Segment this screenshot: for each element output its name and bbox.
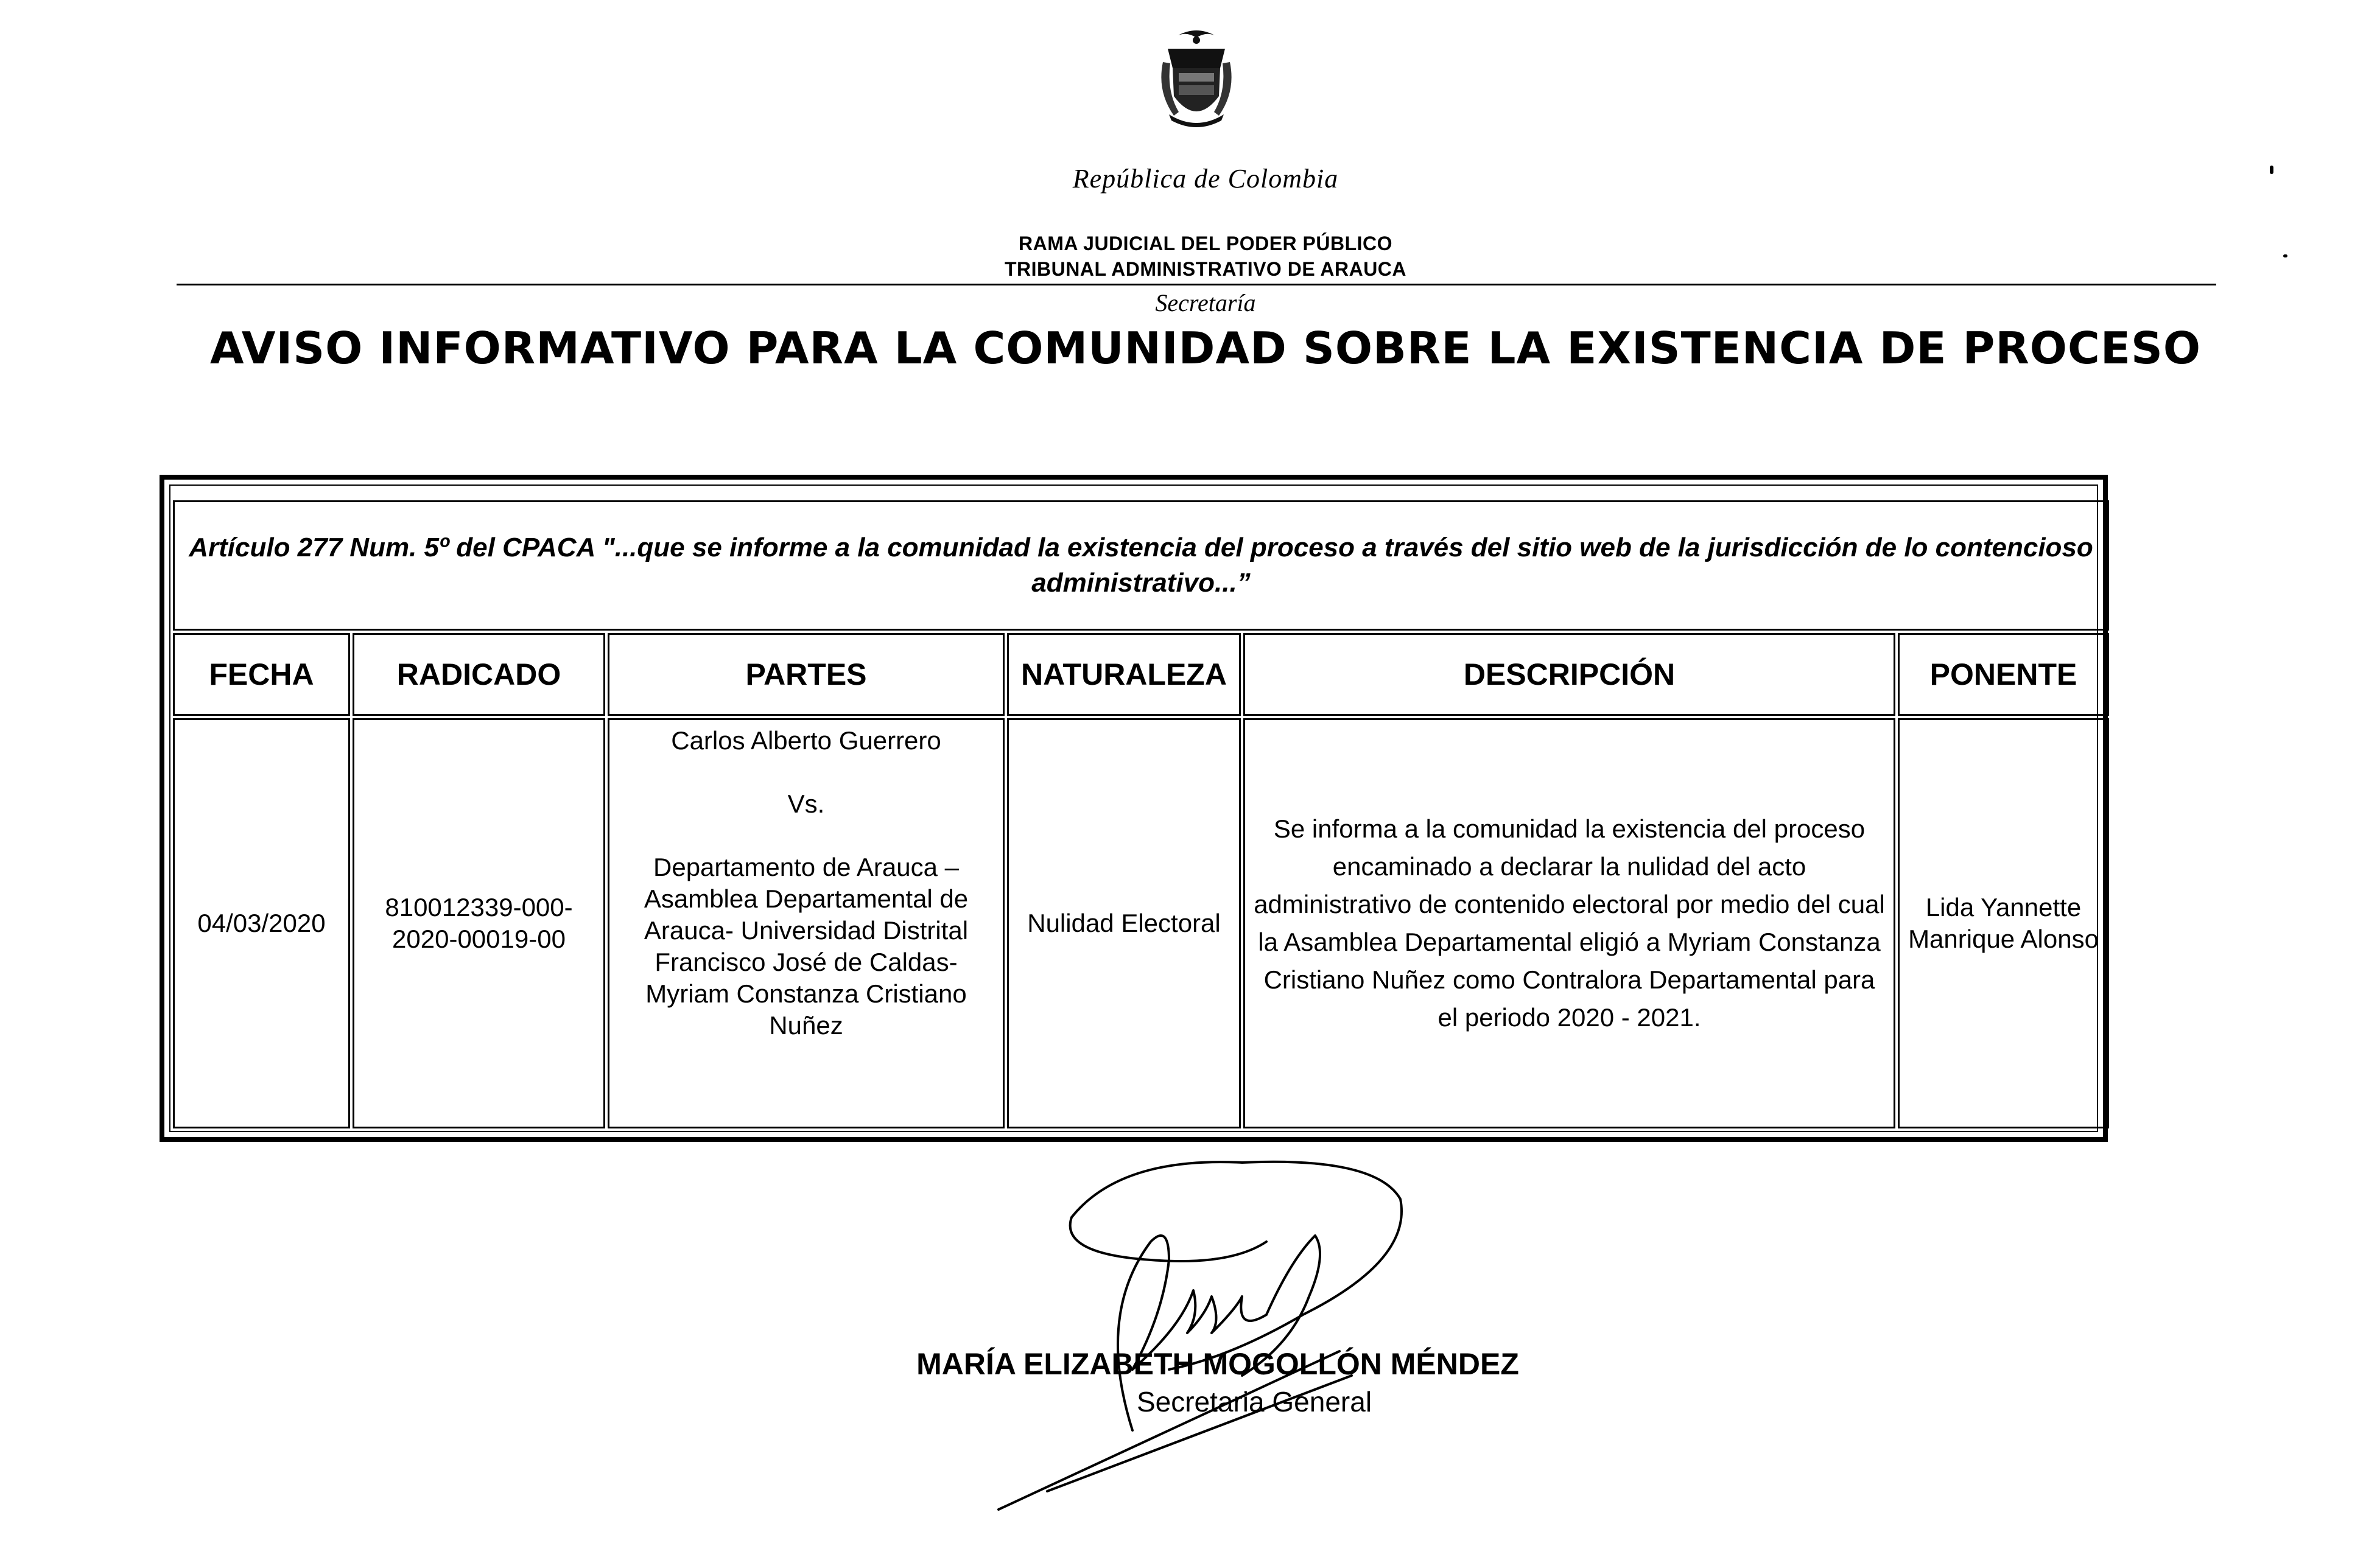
signer-role: Secretaria General — [1136, 1386, 1372, 1418]
notice-table-inner-border — [169, 484, 2098, 1132]
scan-speck — [2283, 254, 2287, 257]
radicado-cell: 810012339-000-2020-00019-00 — [353, 718, 605, 1128]
tribunal-heading: TRIBUNAL ADMINISTRATIVO DE ARAUCA — [1004, 258, 1407, 280]
scan-speck — [2270, 166, 2273, 174]
column-header-fecha: FECHA — [173, 633, 350, 716]
legal-quote: Artículo 277 Num. 5º del CPACA "...que se informe a la comunidad la existencia del proceso a través del sitio web de la jurisdicción de lo contencioso administrativo...” — [173, 500, 2109, 631]
column-header-partes: PARTES — [608, 633, 1005, 716]
legal-quote-row — [173, 500, 2109, 631]
secretaria-subheading: Secretaría — [1155, 289, 1256, 317]
notice-table-frame — [160, 475, 2108, 1142]
notice-table — [170, 498, 2111, 1131]
column-header-ponente: PONENTE — [1898, 633, 2109, 716]
partes-demandante: Carlos Alberto Guerrero — [671, 726, 941, 755]
handwritten-signature-icon — [950, 1114, 1437, 1528]
ponente-cell: Lida Yannette Manrique Alonso — [1898, 718, 2109, 1128]
descripcion-cell: Se informa a la comunidad la existencia del proceso encaminado a declarar la nulidad del acto administrativo de contenido electoral por medio del cual la Asamblea Departamental eligió a Myriam Constanza Cristiano Nuñez como Contralora Departamental para el periodo 2020 - 2021. — [1243, 718, 1895, 1128]
republica-de-colombia-heading: República de Colombia — [1072, 164, 1339, 194]
column-header-naturaleza: NATURALEZA — [1007, 633, 1241, 716]
document-title: AVISO INFORMATIVO PARA LA COMUNIDAD SOBRE LA EXISTENCIA DE PROCESO — [209, 323, 2202, 374]
column-header-row — [173, 633, 2109, 716]
column-header-radicado: RADICADO — [353, 633, 605, 716]
signer-name: MARÍA ELIZABETH MOGOLLÓN MÉNDEZ — [916, 1347, 1519, 1381]
table-row — [173, 718, 2109, 1128]
colombia-coat-of-arms-icon — [1151, 24, 1242, 131]
column-header-descripcion: DESCRIPCIÓN — [1243, 633, 1895, 716]
header-divider — [177, 284, 2216, 285]
partes-vs: Vs. — [787, 789, 825, 818]
partes-demandados: Departamento de Arauca – Asamblea Departamental de Arauca- Universidad Distrital Francisco José de Caldas- Myriam Constanza Cristiano Nuñez — [644, 853, 969, 1040]
fecha-cell: 04/03/2020 — [173, 718, 350, 1128]
rama-judicial-heading: RAMA JUDICIAL DEL PODER PÚBLICO — [1018, 233, 1393, 254]
partes-cell — [608, 718, 1005, 1128]
naturaleza-cell: Nulidad Electoral — [1007, 718, 1241, 1128]
